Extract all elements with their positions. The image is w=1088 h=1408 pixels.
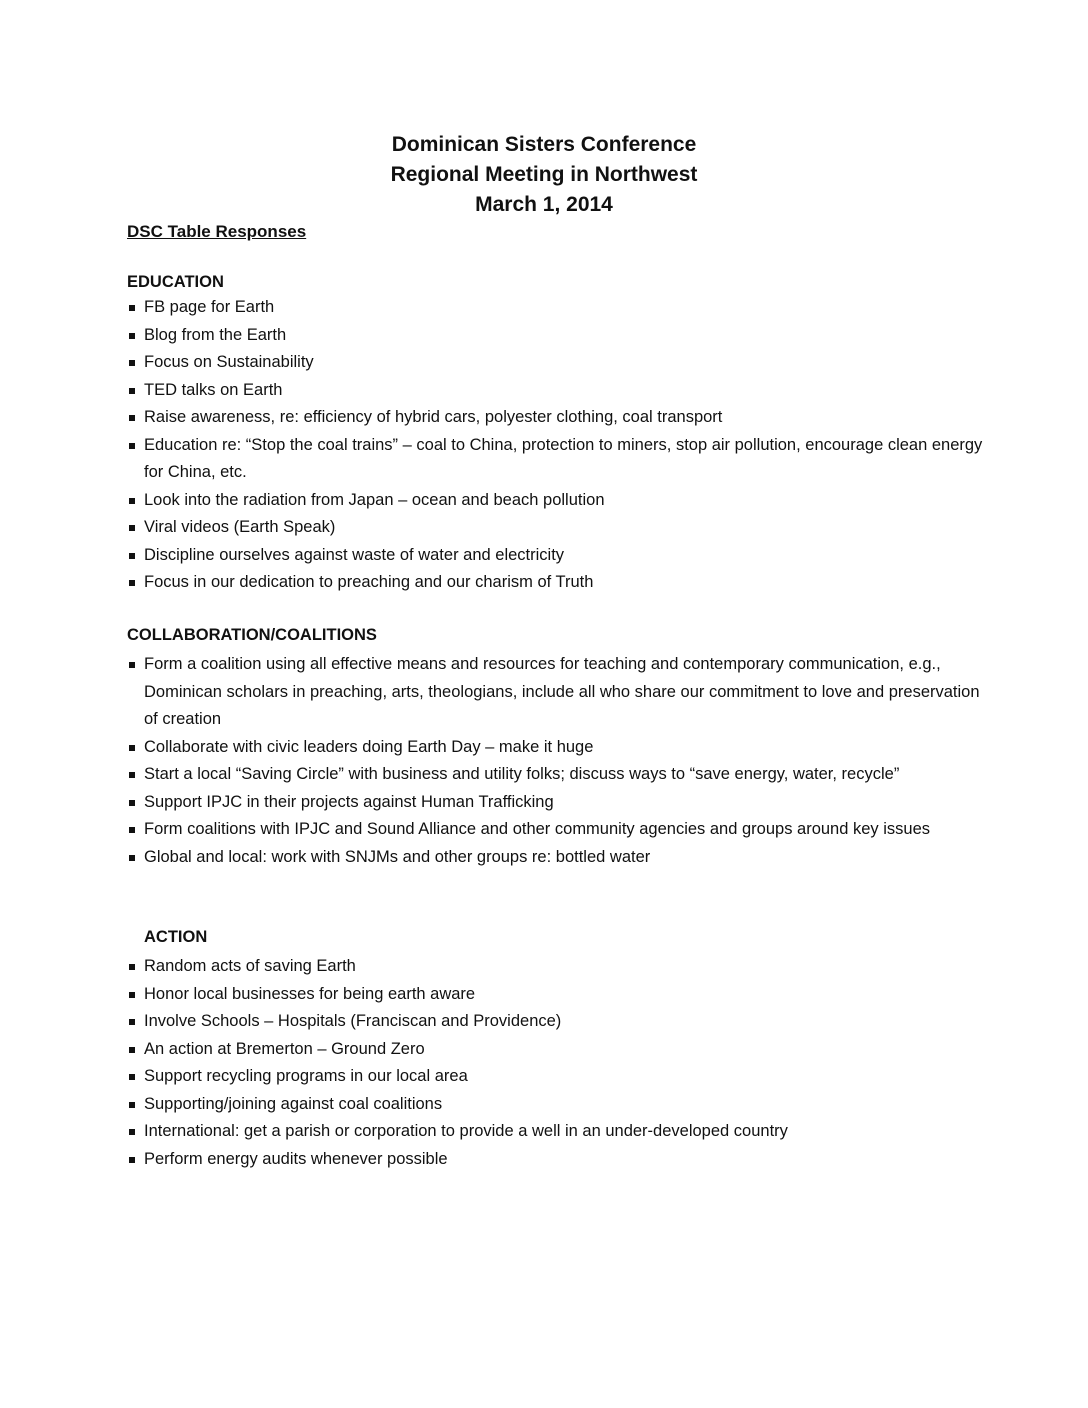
action-list bbox=[127, 953, 987, 1173]
list-item: Discipline ourselves against waste of water and electricity bbox=[127, 542, 987, 570]
section-heading-collaboration: COLLABORATION/COALITIONS bbox=[127, 626, 377, 644]
list-item: Perform energy audits whenever possible bbox=[127, 1146, 987, 1174]
list-item: International: get a parish or corporation to provide a well in an under-developed country bbox=[127, 1118, 987, 1146]
list-item: Global and local: work with SNJMs and other groups re: bottled water bbox=[127, 844, 987, 872]
list-item: Look into the radiation from Japan – ocean and beach pollution bbox=[127, 487, 987, 515]
list-item: Focus in our dedication to preaching and our charism of Truth bbox=[127, 569, 987, 597]
list-item: Honor local businesses for being earth aware bbox=[127, 981, 987, 1009]
list-item: FB page for Earth bbox=[127, 294, 987, 322]
section-heading-education: EDUCATION bbox=[127, 273, 224, 291]
list-item: Support IPJC in their projects against Human Trafficking bbox=[127, 789, 987, 817]
title-line-organization: Dominican Sisters Conference bbox=[391, 133, 697, 156]
document-title bbox=[0, 130, 1088, 220]
list-item: Form coalitions with IPJC and Sound Alliance and other community agencies and groups around key issues bbox=[127, 816, 987, 844]
list-item: Random acts of saving Earth bbox=[127, 953, 987, 981]
subheading-table-responses: DSC Table Responses bbox=[127, 222, 307, 241]
title-line-meeting: Regional Meeting in Northwest bbox=[390, 163, 698, 186]
list-item: Supporting/joining against coal coalitions bbox=[127, 1091, 987, 1119]
list-item: Focus on Sustainability bbox=[127, 349, 987, 377]
section-heading-action: ACTION bbox=[144, 928, 208, 946]
list-item: Blog from the Earth bbox=[127, 322, 987, 350]
list-item: TED talks on Earth bbox=[127, 377, 987, 405]
list-item: Involve Schools – Hospitals (Franciscan and Providence) bbox=[127, 1008, 987, 1036]
list-item: Start a local “Saving Circle” with business and utility folks; discuss ways to “save energy, water, recycle” bbox=[127, 761, 987, 789]
list-item: Education re: “Stop the coal trains” – coal to China, protection to miners, stop air pollution, encourage clean energy for China, etc. bbox=[127, 432, 987, 487]
list-item: Viral videos (Earth Speak) bbox=[127, 514, 987, 542]
collaboration-list bbox=[127, 651, 987, 871]
title-line-date: March 1, 2014 bbox=[475, 193, 613, 216]
list-item: An action at Bremerton – Ground Zero bbox=[127, 1036, 987, 1064]
list-item: Raise awareness, re: efficiency of hybrid cars, polyester clothing, coal transport bbox=[127, 404, 987, 432]
list-item: Collaborate with civic leaders doing Earth Day – make it huge bbox=[127, 734, 987, 762]
education-list bbox=[127, 294, 987, 597]
list-item: Support recycling programs in our local area bbox=[127, 1063, 987, 1091]
list-item: Form a coalition using all effective means and resources for teaching and contemporary communication, e.g., Dominican scholars in preaching, arts, theologians, include all who share our commitment to love and preservation of creation bbox=[127, 651, 987, 734]
